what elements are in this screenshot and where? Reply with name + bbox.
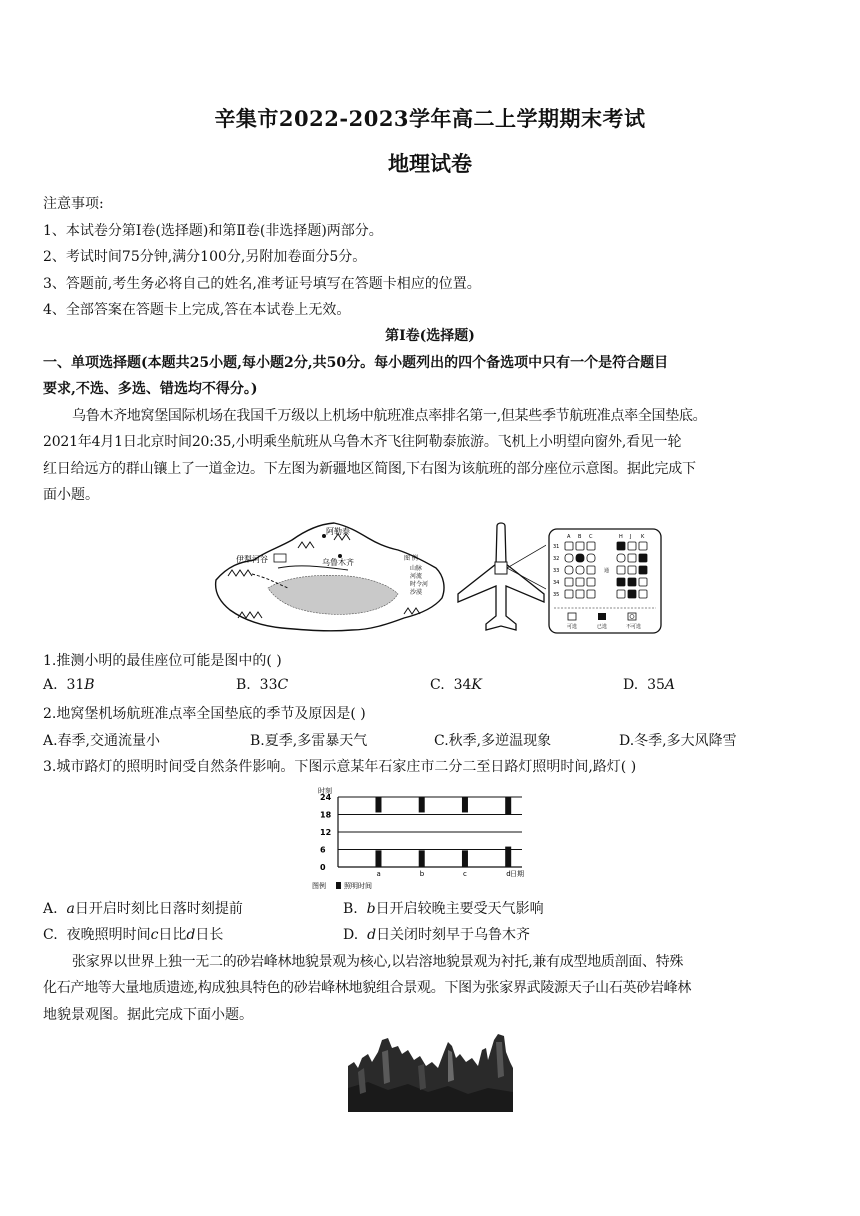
seat bbox=[565, 590, 573, 598]
chart-bar-lighting-c bbox=[462, 797, 468, 812]
chart-ytick-label: 6 bbox=[320, 845, 326, 855]
chart-bar-lighting-d bbox=[505, 797, 511, 815]
q1-option-b[interactable] bbox=[236, 677, 288, 693]
passage2-line: 地貌景观图。据此完成下面小题。 bbox=[43, 1007, 253, 1023]
q2-option-b[interactable]: B.夏季,多雷暴天气 bbox=[250, 733, 368, 749]
seat bbox=[628, 542, 636, 550]
option-text: 日长 bbox=[195, 927, 224, 943]
map-legend-title: 图 例 bbox=[404, 555, 418, 562]
chart-ytick-label: 24 bbox=[320, 793, 332, 802]
option-text-italic: A bbox=[664, 677, 676, 693]
q2-option-d[interactable]: D.冬季,多大风降雪 bbox=[619, 733, 737, 749]
map-legend-item: 山脉 bbox=[410, 565, 423, 572]
chart-xtick-label: b bbox=[419, 870, 425, 878]
option-letter: C. bbox=[43, 927, 58, 943]
map-legend-item: 沙漠 bbox=[410, 589, 423, 596]
q3-option-d[interactable] bbox=[343, 924, 530, 944]
seat bbox=[617, 554, 625, 562]
chart-bar-lighting-a bbox=[375, 850, 381, 867]
seat-row-number: 33 bbox=[553, 568, 560, 574]
seat bbox=[639, 542, 647, 550]
seat-col-letter: A bbox=[567, 534, 571, 540]
chart-bar-lighting-c bbox=[462, 850, 468, 867]
seat bbox=[565, 554, 573, 562]
seat-col-letter: H bbox=[619, 534, 623, 540]
option-letter: B. bbox=[343, 901, 358, 917]
seat-legend-item: 可选 bbox=[567, 624, 578, 630]
map-label-urumqi: 乌鲁木齐 bbox=[322, 558, 354, 567]
map-legend-item: 时令河 bbox=[410, 581, 429, 588]
option-letter: D. bbox=[343, 927, 359, 943]
chart-ylabel: 时刻 bbox=[318, 787, 332, 795]
seat-col-letter: K bbox=[641, 534, 645, 540]
chart-bar-lighting-b bbox=[419, 850, 425, 867]
option-text-italic: d bbox=[186, 927, 196, 943]
seat bbox=[628, 578, 636, 586]
seat bbox=[587, 554, 595, 562]
chart-xtick-label: c bbox=[462, 870, 467, 878]
seat bbox=[576, 590, 584, 598]
seat bbox=[628, 590, 636, 598]
option-letter: D. bbox=[623, 677, 639, 693]
option-letter: A. bbox=[43, 901, 58, 917]
seat bbox=[639, 578, 647, 586]
seat-aisle-label: 通 bbox=[604, 568, 610, 574]
option-letter: C. bbox=[430, 677, 445, 693]
seat bbox=[587, 590, 595, 598]
option-text: 日关闭时刻早于乌鲁木齐 bbox=[376, 927, 531, 943]
seat-col-letter: C bbox=[589, 534, 593, 540]
option-text: 日开启时刻比日落时刻提前 bbox=[74, 901, 243, 917]
chart-ytick-label: 12 bbox=[320, 828, 332, 837]
q2-stem: 2.地窝堡机场航班准点率全国垫底的季节及原因是( ) bbox=[43, 706, 366, 722]
chart-bar-lighting-d bbox=[505, 847, 511, 867]
option-text: 日开启较晚主要受天气影响 bbox=[375, 901, 544, 917]
seat bbox=[639, 554, 647, 562]
xinjiang-map bbox=[208, 518, 450, 638]
q1-option-c[interactable] bbox=[430, 677, 482, 693]
airplane-diagram bbox=[456, 520, 546, 638]
seat-legend-item: 已选 bbox=[597, 624, 608, 630]
q3-stem: 3.城市路灯的照明时间受自然条件影响。下图示意某年石家庄市二分二至日路灯照明时间,路灯( ) bbox=[43, 759, 637, 775]
option-text-italic: B bbox=[84, 677, 95, 693]
seat bbox=[617, 566, 625, 574]
seat bbox=[639, 590, 647, 598]
seat-col-letter: B bbox=[578, 534, 582, 540]
chart-xtick-label: d bbox=[506, 870, 511, 878]
seat bbox=[639, 566, 647, 574]
option-text-italic: d bbox=[367, 927, 377, 943]
seat bbox=[617, 590, 625, 598]
option-text-italic: C bbox=[277, 677, 289, 693]
q1-option-a[interactable] bbox=[43, 677, 95, 693]
option-text-italic: K bbox=[471, 677, 482, 693]
chart-ytick-label: 0 bbox=[320, 863, 326, 872]
notice-item: 3、答题前,考生务必将自己的姓名,准考证号填写在答题卡相应的位置。 bbox=[43, 276, 481, 292]
seat bbox=[576, 542, 584, 550]
seat bbox=[565, 578, 573, 586]
notice-item: 2、考试时间75分钟,满分100分,另附加卷面分5分。 bbox=[43, 249, 367, 265]
seat bbox=[587, 542, 595, 550]
seat-col-letter: J bbox=[630, 534, 632, 540]
passage1-line: 2021年4月1日北京时间20:35,小明乘坐航班从乌鲁木齐飞往阿勒泰旅游。飞机上小明望向窗外,看见一轮 bbox=[43, 434, 682, 450]
chart-legend-label: 照明时间 bbox=[344, 882, 372, 890]
passage2-line: 张家界以世界上独一无二的砂岩峰林地貌景观为核心,以岩溶地貌景观为衬托,兼有成型地质剖面、特殊 bbox=[72, 954, 684, 970]
q3-option-c[interactable] bbox=[43, 924, 223, 944]
q3-option-b[interactable] bbox=[343, 898, 544, 918]
passage2-line: 化石产地等大量地质遗迹,构成独具特色的砂岩峰林地貌组合景观。下图为张家界武陵源天子山石英砂岩峰林 bbox=[43, 980, 692, 996]
seat bbox=[617, 542, 625, 550]
option-text: 31 bbox=[66, 677, 85, 693]
exam-title: 辛集市2022-2023学年高二上学期期末考试 bbox=[214, 106, 646, 131]
map-label-yili: 伊犁河谷 bbox=[236, 555, 268, 564]
seat bbox=[628, 566, 636, 574]
notice-item: 1、本试卷分第Ⅰ卷(选择题)和第Ⅱ卷(非选择题)两部分。 bbox=[43, 223, 383, 239]
q2-option-c[interactable]: C.秋季,多逆温现象 bbox=[434, 733, 552, 749]
q3-option-a[interactable] bbox=[43, 898, 243, 918]
passage1-line: 红日给远方的群山镶上了一道金边。下左图为新疆地区简图,下右图为该航班的部分座位示意图。据此完成下 bbox=[43, 461, 696, 477]
chart-bar-lighting-a bbox=[375, 797, 381, 812]
chart-legend-swatch bbox=[336, 882, 341, 889]
seat bbox=[576, 554, 584, 562]
passage1-line: 乌鲁木齐地窝堡国际机场在我国千万级以上机场中航班准点率排名第一,但某些季节航班准点率全国垫底。 bbox=[72, 408, 707, 424]
option-text-italic: b bbox=[366, 901, 376, 917]
seat bbox=[587, 566, 595, 574]
part1-title: 第Ⅰ卷(选择题) bbox=[385, 328, 475, 344]
seat-row-number: 31 bbox=[553, 544, 560, 550]
chart-legend-prefix: 图例 bbox=[312, 882, 326, 890]
seat bbox=[565, 566, 573, 574]
section-instruction-1: 一、单项选择题(本题共25小题,每小题2分,共50分。每小题列出的四个备选项中只有一个是符合题目 bbox=[43, 355, 669, 371]
q2-option-a[interactable]: A.春季,交通流量小 bbox=[43, 733, 161, 749]
option-letter: A. bbox=[43, 677, 58, 693]
zhangjiajie-landscape-photo bbox=[348, 1032, 513, 1112]
option-text-italic: a bbox=[66, 901, 75, 917]
option-text: 夜晚照明时间 bbox=[66, 927, 151, 943]
notice-heading: 注意事项: bbox=[43, 196, 104, 212]
seat bbox=[576, 566, 584, 574]
seat-row-number: 35 bbox=[553, 592, 560, 598]
seat bbox=[587, 578, 595, 586]
seat-row-number: 34 bbox=[553, 580, 560, 586]
option-text: 日比 bbox=[158, 927, 187, 943]
option-text: 35 bbox=[647, 677, 665, 693]
chart-bar-lighting-b bbox=[419, 797, 425, 812]
option-text: 34 bbox=[453, 677, 472, 693]
seat bbox=[565, 542, 573, 550]
q1-option-d[interactable] bbox=[623, 677, 675, 693]
option-text-italic: c bbox=[150, 927, 159, 943]
exam-subtitle: 地理试卷 bbox=[388, 151, 472, 176]
passage1-line: 面小题。 bbox=[43, 487, 99, 503]
seat bbox=[576, 578, 584, 586]
option-letter: B. bbox=[236, 677, 251, 693]
seat-chart bbox=[548, 528, 662, 634]
map-label-aletai: 阿勒泰 bbox=[326, 527, 350, 536]
chart-xlabel: 日期 bbox=[510, 870, 524, 878]
map-legend-item: 河流 bbox=[410, 573, 423, 580]
notice-item: 4、全部答案在答题卡上完成,答在本试卷上无效。 bbox=[43, 302, 351, 318]
lighting-time-chart bbox=[310, 785, 530, 893]
seat bbox=[617, 578, 625, 586]
seat bbox=[628, 554, 636, 562]
seat-row-number: 32 bbox=[553, 556, 560, 562]
seat-legend-item: 不可选 bbox=[626, 624, 642, 630]
option-text: 33 bbox=[259, 677, 278, 693]
chart-ytick-label: 18 bbox=[320, 810, 332, 820]
section-instruction-2: 要求,不选、多选、错选均不得分。) bbox=[43, 381, 258, 397]
q1-stem: 1.推测小明的最佳座位可能是图中的( ) bbox=[43, 653, 282, 669]
chart-xtick-label: a bbox=[376, 870, 381, 878]
